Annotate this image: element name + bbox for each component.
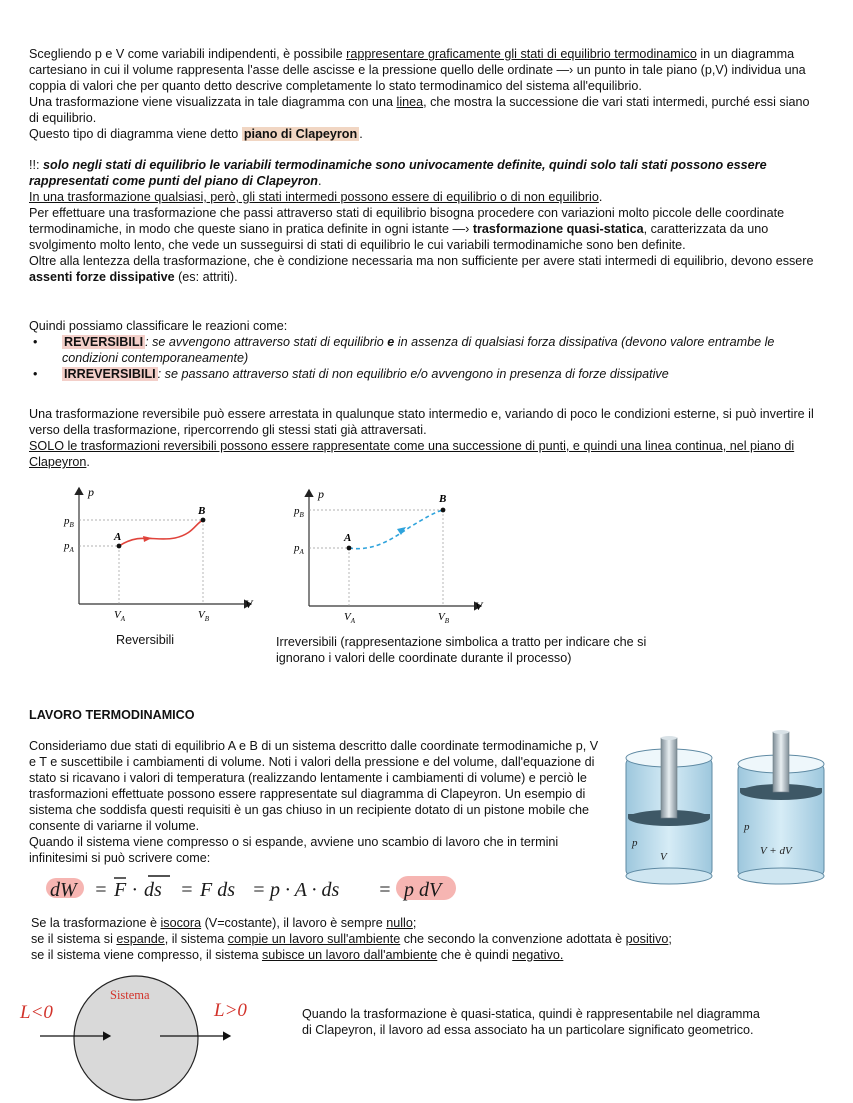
label-B: B (198, 505, 206, 517)
sign-espande: se il sistema si espande, il sistema compie un lavoro sull'ambiente che secondo la convenzione adottata è positivo; (31, 932, 672, 946)
formula-pads: p · A · ds (270, 879, 340, 901)
cylinder-1 (626, 736, 712, 884)
bullet: • (33, 367, 38, 381)
irreversible-curve (349, 510, 443, 549)
point-B (441, 508, 446, 513)
bullet: • (33, 335, 38, 349)
diagram-irreversibili (285, 482, 495, 632)
tick-pA: $p_A$ (64, 540, 74, 554)
section-title-lavoro: LAVORO TERMODINAMICO (29, 708, 195, 722)
formula-F: F (114, 879, 127, 901)
point-B (201, 518, 206, 523)
formula-eq-2: = (180, 879, 194, 901)
tick-pB: $p_B$ (64, 515, 74, 529)
lavoro-paragraph-2: Quando il sistema viene compresso o si espande, avviene uno scambio di lavoro che in termini infinitesimi si può scrivere come: (29, 835, 559, 865)
highlight-clapeyron: piano di Clapeyron (243, 127, 358, 141)
axis-label-p: p (318, 487, 324, 501)
note-section (29, 157, 819, 285)
note-dissipative: Oltre alla lentezza della trasformazione, che è condizione necessaria ma non sufficiente per avere stati intermedi di equilibrio, devono essere assenti forze dissipative (es: attriti). (29, 254, 814, 284)
lavoro-paragraph-1: Consideriamo due stati di equilibrio A e B di un sistema descritto dalle coordinate termodinamiche p, V e T e suscettibile i cambiamenti di volume. Noti i valori della pressione e del volume, dall'equazione di stato si ricavano i valori di temperatura (realizzando lentamente i cambiamenti di volume) e perciò le trasformazioni effettuate possono essere rappresentate sul diagramma di Clapeyron. Un esempio di sistema che soddisfa questi requisiti è un gas chiuso in un recipiente dotato di un pistone mobile che consente di variarne il volume. (29, 739, 599, 833)
caption-irreversibili: Irreversibili (rappresentazione simbolica a tratto per indicare che si ignorano i valori delle coordinate durante il processo) (276, 635, 647, 665)
point-A (347, 546, 352, 551)
list-item-irreversibili: • IRREVERSIBILI : se passano attraverso stati di non equilibrio e/o avvengono in presenza di forze dissipative (33, 367, 669, 381)
label-A: A (344, 532, 352, 544)
tick-VA: $V_A$ (114, 609, 126, 623)
intro-section (29, 46, 819, 142)
tick-VB: $V_B$ (198, 609, 210, 623)
label-A: A (114, 531, 122, 543)
note-quasi-static: Per effettuare una trasformazione che passi attraverso stati di equilibrio bisogna procedere con variazioni molto piccole delle coordinate termodinamiche, in modo che queste siano in pratica definite in ogni istante —› trasformazione quasi-statica, caratterizzata da uno svolgimento molto lento, che vede un susseguirsi di stati di equilibrio le cui variabili termodinamiche sono ben definite. (29, 206, 785, 252)
cyl2-label-p: p (744, 821, 750, 833)
formula-fds: F ds (200, 879, 235, 901)
cyl1-label-p: p (632, 837, 638, 849)
label-irreversibili: IRREVERSIBILI (64, 367, 156, 381)
formula-ds: ds (144, 879, 162, 901)
list-item-reversibili: • REVERSIBILI : se avvengono attraverso stati di equilibrio e in assenza di qualsiasi forza dissipativa (devono valore entrambe le condizioni contemporaneamente) (33, 335, 775, 365)
tick-VB: $V_B$ (438, 611, 450, 625)
formula-eq-4: = (378, 879, 392, 901)
diagram-reversibili (55, 480, 265, 630)
reversible-only-paragraph: SOLO le trasformazioni reversibili possono essere rappresentate come una successione di punti, e quindi una linea continua, nel piano di Clapeyron. (29, 439, 795, 469)
axis-label-v: V (245, 597, 253, 611)
label-B: B (439, 493, 447, 505)
caption-reversibili: Reversibili (116, 633, 175, 647)
classify-section (29, 318, 819, 382)
sign-isocora: Se la trasformazione è isocora (V=costante), il lavoro è sempre nullo; (31, 916, 417, 930)
point-A (117, 544, 122, 549)
axis-label-v: V (475, 599, 483, 613)
lavoro-text (29, 738, 604, 866)
intro-paragraph-3: Questo tipo di diagramma viene detto piano di Clapeyron . (29, 127, 363, 141)
cylinder-2 (738, 730, 824, 884)
handwritten-formula (40, 870, 460, 906)
final-paragraph: Quando la trasformazione è quasi-statica, quindi è rappresentabile nel diagramma di Clapeyron, il lavoro ad essa associato ha un particolare significato geometrico. (302, 1007, 760, 1037)
cyl1-label-v: V (660, 851, 667, 863)
formula-dot: · (132, 879, 137, 901)
cyl2-label-v: V + dV (760, 845, 792, 857)
axis-label-p: p (88, 485, 94, 499)
system-diagram (10, 966, 300, 1103)
formula-eq-1: = (94, 879, 108, 901)
piston-cylinders (620, 730, 835, 890)
reversible-paragraph: Una trasformazione reversibile può essere arrestata in qualunque stato intermedio e, variando di poco le condizioni esterne, si può invertire il verso della trasformazione, ripercorrendo gli stessi stati già attraversati. (29, 407, 814, 437)
formula-dw: dW (50, 879, 77, 901)
formula-pdv: p dV (404, 879, 442, 901)
classify-intro: Quindi possiamo classificare le reazioni come: (29, 319, 288, 333)
formula-eq-3: = (252, 879, 266, 901)
note-important: !!: solo negli stati di equilibrio le variabili termodinamiche sono univocamente definite, quindi solo tali stati possono essere rappresentati come punti del piano di Clapeyron. (29, 158, 767, 188)
note-l-positive: L>0 (214, 1000, 247, 1021)
system-label: Sistema (110, 988, 150, 1002)
sign-compresso: se il sistema viene compresso, il sistema subisce un lavoro dall'ambiente che è quindi negativo. (31, 948, 564, 962)
reversible-section (29, 406, 819, 470)
tick-pA: $p_A$ (294, 542, 304, 556)
note-underlined: In una trasformazione qualsiasi, però, gli stati intermedi possono essere di equilibrio o di non equilibrio. (29, 190, 603, 204)
intro-paragraph-2: Una trasformazione viene visualizzata in tale diagramma con una linea, che mostra la succession​e die vari stati intermedi, purché essi siano di equilibrio. (29, 95, 810, 125)
note-l-negative: L<0 (20, 1002, 53, 1023)
tick-pB: $p_B$ (294, 505, 304, 519)
sign-convention (31, 915, 831, 963)
intro-paragraph-1: Scegliendo p e V come variabili indipendenti, è possibile rappresentare graficamente gli stati di equilibrio termodinamico in un diagramma cartesiano in cui il volume rappresenta l'asse delle ascisse e la pressione quello delle ordinate —› un punto in tale piano (p,V) individua una coppia di valori che per quanto detto descrive completamente lo stato termodinamico del sistema all'equilibrio. (29, 47, 806, 93)
label-reversibili: REVERSIBILI (64, 335, 144, 349)
tick-VA: $V_A$ (344, 611, 356, 625)
reversible-curve (119, 520, 203, 546)
